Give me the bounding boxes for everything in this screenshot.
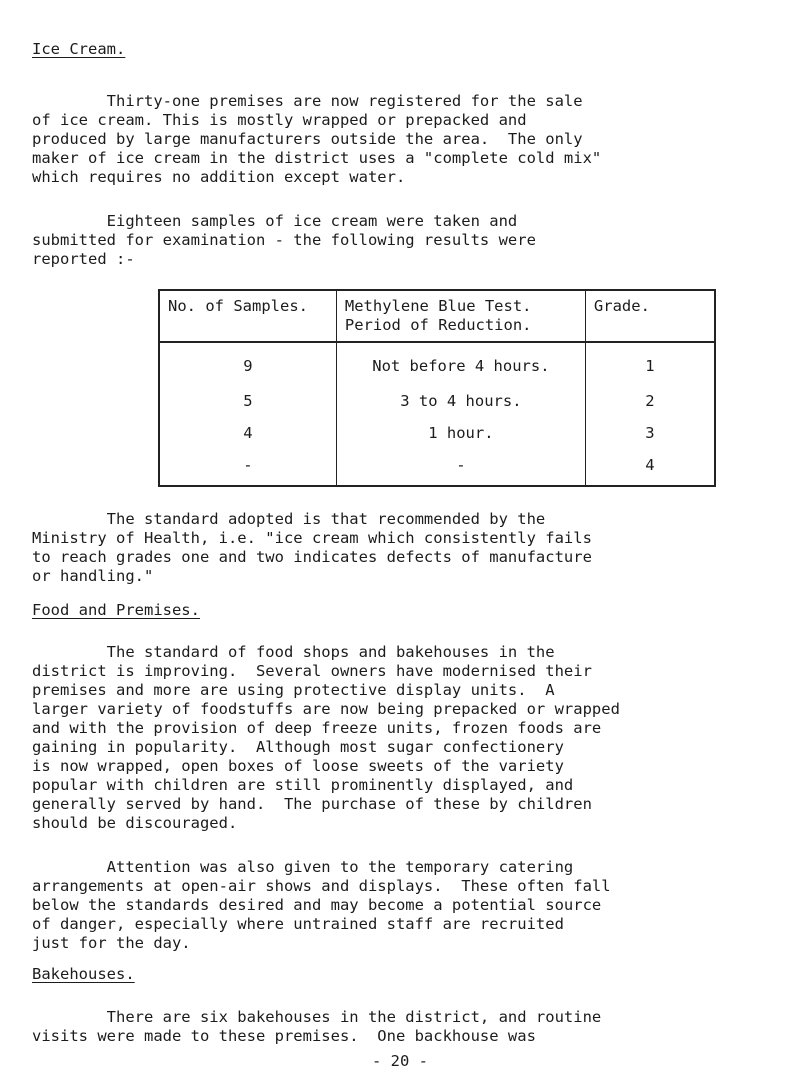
table-header-grade: Grade. <box>585 290 715 342</box>
table-row <box>159 452 715 486</box>
table-cell-reduction-period: Not before 4 hours. <box>336 342 585 388</box>
table-header-methylene-test: Methylene Blue Test. Period of Reduction. <box>336 290 585 342</box>
table-row <box>159 420 715 452</box>
table-cell-reduction-period: 1 hour. <box>336 420 585 452</box>
table-cell-samples: 4 <box>159 420 336 452</box>
food-premises-paragraph-2: Attention was also given to the temporary catering arrangements at open-air shows and displays. These often fall below the standards desired and may become a potential source of danger, especially where untrained staff are recruited just for the day. <box>32 858 611 952</box>
ice-cream-results-table <box>158 289 716 487</box>
page-number: - 20 - <box>372 1052 428 1070</box>
table-cell-reduction-period: 3 to 4 hours. <box>336 388 585 420</box>
table-header-samples: No. of Samples. <box>159 290 336 342</box>
document-page <box>32 0 772 1085</box>
table-row <box>159 388 715 420</box>
ice-cream-paragraph-1: Thirty-one premises are now registered for the sale of ice cream. This is mostly wrapped or prepacked and produced by large manufacturers outside the area. The only maker of ice cream in the district uses a "complete cold mix" which requires no addition except water. <box>32 92 602 186</box>
table-cell-samples: 9 <box>159 342 336 388</box>
table-cell-grade: 1 <box>585 342 715 388</box>
ice-cream-heading: Ice Cream. <box>32 40 126 58</box>
table-cell-samples: - <box>159 452 336 486</box>
table-row <box>159 342 715 388</box>
table-cell-grade: 3 <box>585 420 715 452</box>
ice-cream-paragraph-2: Eighteen samples of ice cream were taken and submitted for examination - the following results were reported :- <box>32 212 536 268</box>
table-cell-reduction-period: - <box>336 452 585 486</box>
food-premises-paragraph-1: The standard of food shops and bakehouses in the district is improving. Several owners have modernised their premises and more are using protective display units. A larger variety of foodstuffs are now being prepacked or wrapped and with the provision of deep freeze units, frozen foods are gaining in popularity. Although most sugar confectionery is now wrapped, open boxes of loose sweets of the variety popular with children are still prominently displayed, and generally served by hand. The purchase of these by children should be discouraged. <box>32 643 620 832</box>
bakehouses-paragraph-1: There are six bakehouses in the district, and routine visits were made to these premises. One backhouse was <box>32 1008 602 1045</box>
bakehouses-heading: Bakehouses. <box>32 965 135 983</box>
table-cell-grade: 4 <box>585 452 715 486</box>
ice-cream-paragraph-3: The standard adopted is that recommended by the Ministry of Health, i.e. "ice cream which consistently fails to reach grades one and two indicates defects of manufacture or handling." <box>32 510 592 585</box>
food-premises-heading: Food and Premises. <box>32 601 200 619</box>
table-cell-grade: 2 <box>585 388 715 420</box>
table-cell-samples: 5 <box>159 388 336 420</box>
table-header-row <box>159 290 715 342</box>
